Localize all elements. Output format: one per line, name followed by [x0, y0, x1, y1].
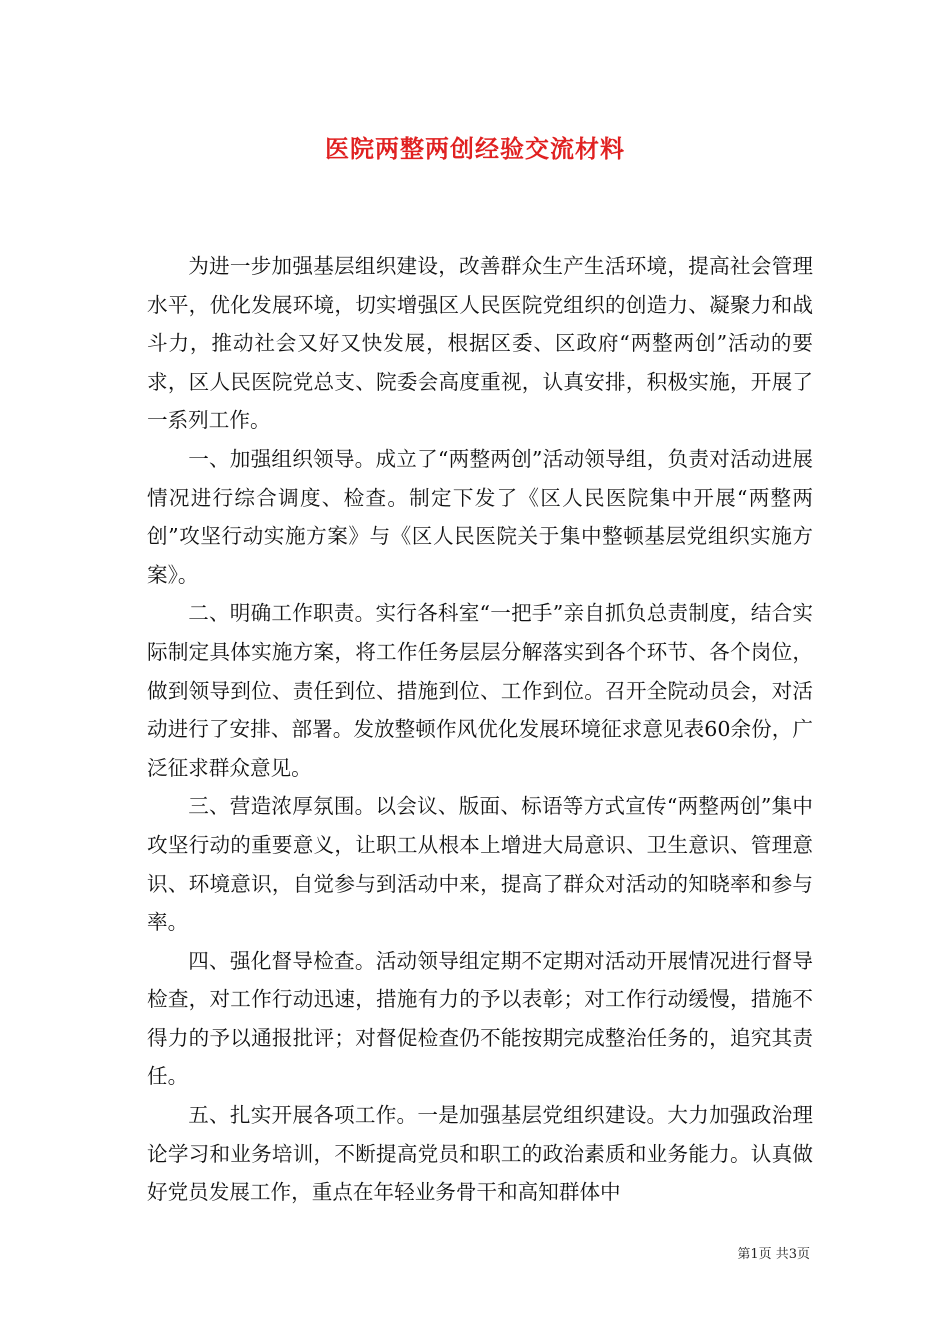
document-title: 医院两整两创经验交流材料: [325, 134, 625, 163]
paragraph-section-4: 四、强化督导检查。活动领导组定期不定期对活动开展情况进行督导检查，对工作行动迅速，措施有力的予以表彰；对工作行动缓慢，措施不得力的予以通报批评；对督促检查仍不能按期完成整治任务的，追究其责任。: [147, 948, 813, 1089]
document-body: [147, 247, 813, 1212]
paragraph-section-2: 二、明确工作职责。实行各科室“一把手”亲自抓负总责制度，结合实际制定具体实施方案，将工作任务层层分解落实到各个环节、各个岗位，做到领导到位、责任到位、措施到位、工作到位。召开全院动员会，对活动进行了安排、部署。发放整顿作风优化发展环境征求意见表60余份，广泛征求群众意见。: [147, 601, 813, 780]
page-number: 第1页 共3页: [737, 1247, 810, 1262]
paragraph-section-1: 一、加强组织领导。成立了“两整两创”活动领导组，负责对活动进展情况进行综合调度、检查。制定下发了《区人民医院集中开展“两整两创”攻坚行动实施方案》与《区人民医院关于集中整顿基层党组织实施方案》。: [147, 446, 813, 587]
paragraph-section-3: 三、营造浓厚氛围。以会议、版面、标语等方式宣传“两整两创”集中攻坚行动的重要意义，让职工从根本上增进大局意识、卫生意识、管理意识、环境意识，自觉参与到活动中来，提高了群众对活动的知晓率和参与率。: [147, 794, 813, 935]
paragraph-intro: 为进一步加强基层组织建设，改善群众生产生活环境，提高社会管理水平，优化发展环境，切实增强区人民医院党组织的创造力、凝聚力和战斗力，推动社会又好又快发展，根据区委、区政府“两整两创”活动的要求，区人民医院党总支、院委会高度重视，认真安排，积极实施，开展了一系列工作。: [147, 254, 813, 433]
paragraph-section-5: 五、扎实开展各项工作。一是加强基层党组织建设。大力加强政治理论学习和业务培训，不断提高党员和职工的政治素质和业务能力。认真做好党员发展工作，重点在年轻业务骨干和高知群体中: [147, 1103, 813, 1205]
